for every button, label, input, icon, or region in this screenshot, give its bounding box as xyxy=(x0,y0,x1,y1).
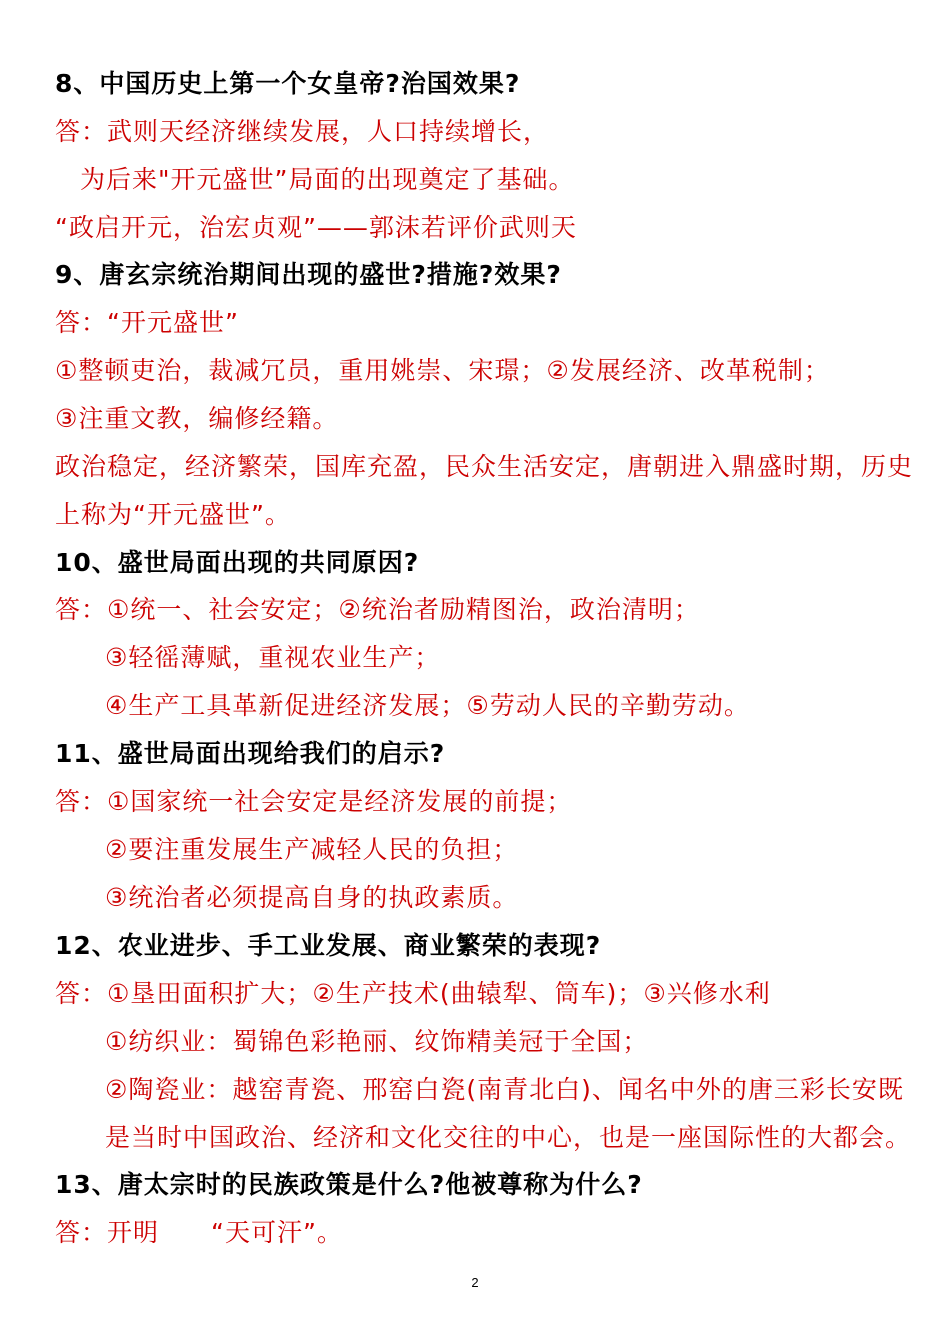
answer-10-line-1: 答：①统一、社会安定；②统治者励精图治，政治清明； xyxy=(55,595,700,624)
question-12: 12、农业进步、手工业发展、商业繁荣的表现? xyxy=(55,931,602,960)
answer-12-line-2: ①纺织业：蜀锦色彩艳丽、纹饰精美冠于全国； xyxy=(105,1027,649,1056)
answer-13-line-1: 答：开明 “天可汗”。 xyxy=(55,1218,343,1247)
answer-8-line-1: 答：武则天经济继续发展，人口持续增长， xyxy=(55,117,550,146)
answer-10-line-2: ③轻徭薄赋，重视农业生产； xyxy=(105,643,441,672)
question-13: 13、唐太宗时的民族政策是什么?他被尊称为什么? xyxy=(55,1170,643,1199)
answer-9-line-2: ①整顿吏治，裁减冗员，重用姚崇、宋璟；②发展经济、改革税制； xyxy=(55,356,830,385)
answer-12-line-4: 是当时中国政治、经济和文化交往的中心，也是一座国际性的大都会。 xyxy=(105,1123,912,1152)
answer-9-line-1: 答：“开元盛世” xyxy=(55,308,239,337)
answer-8-line-2: 为后来"开元盛世”局面的出现奠定了基础。 xyxy=(80,165,575,194)
answer-11-line-3: ③统治者必须提高自身的执政素质。 xyxy=(105,883,519,912)
answer-9-line-5: 上称为“开元盛世”。 xyxy=(55,500,291,529)
answer-10-line-3: ④生产工具革新促进经济发展；⑤劳动人民的辛勤劳动。 xyxy=(105,691,750,720)
question-10: 10、盛世局面出现的共同原因? xyxy=(55,548,420,577)
answer-12-line-3: ②陶瓷业：越窑青瓷、邢窑白瓷(南青北白)、闻名中外的唐三彩长安既 xyxy=(105,1075,904,1104)
answer-8-line-3: “政启开元，治宏贞观”——郭沫若评价武则天 xyxy=(55,213,577,242)
question-9: 9、唐玄宗统治期间出现的盛世?措施?效果? xyxy=(55,260,562,289)
answer-11-line-2: ②要注重发展生产减轻人民的负担； xyxy=(105,835,519,864)
question-11: 11、盛世局面出现给我们的启示? xyxy=(55,739,446,768)
answer-11-line-1: 答：①国家统一社会安定是经济发展的前提； xyxy=(55,787,573,816)
answer-9-line-3: ③注重文教，编修经籍。 xyxy=(55,404,339,433)
question-8: 8、中国历史上第一个女皇帝?治国效果? xyxy=(55,69,521,98)
page-number: 2 xyxy=(471,1275,479,1290)
answer-9-line-4: 政治稳定，经济繁荣，国库充盈，民众生活安定，唐朝进入鼎盛时期，历史 xyxy=(55,452,914,481)
answer-12-line-1: 答：①垦田面积扩大；②生产技术(曲辕犁、筒车)；③兴修水利 xyxy=(55,979,771,1008)
